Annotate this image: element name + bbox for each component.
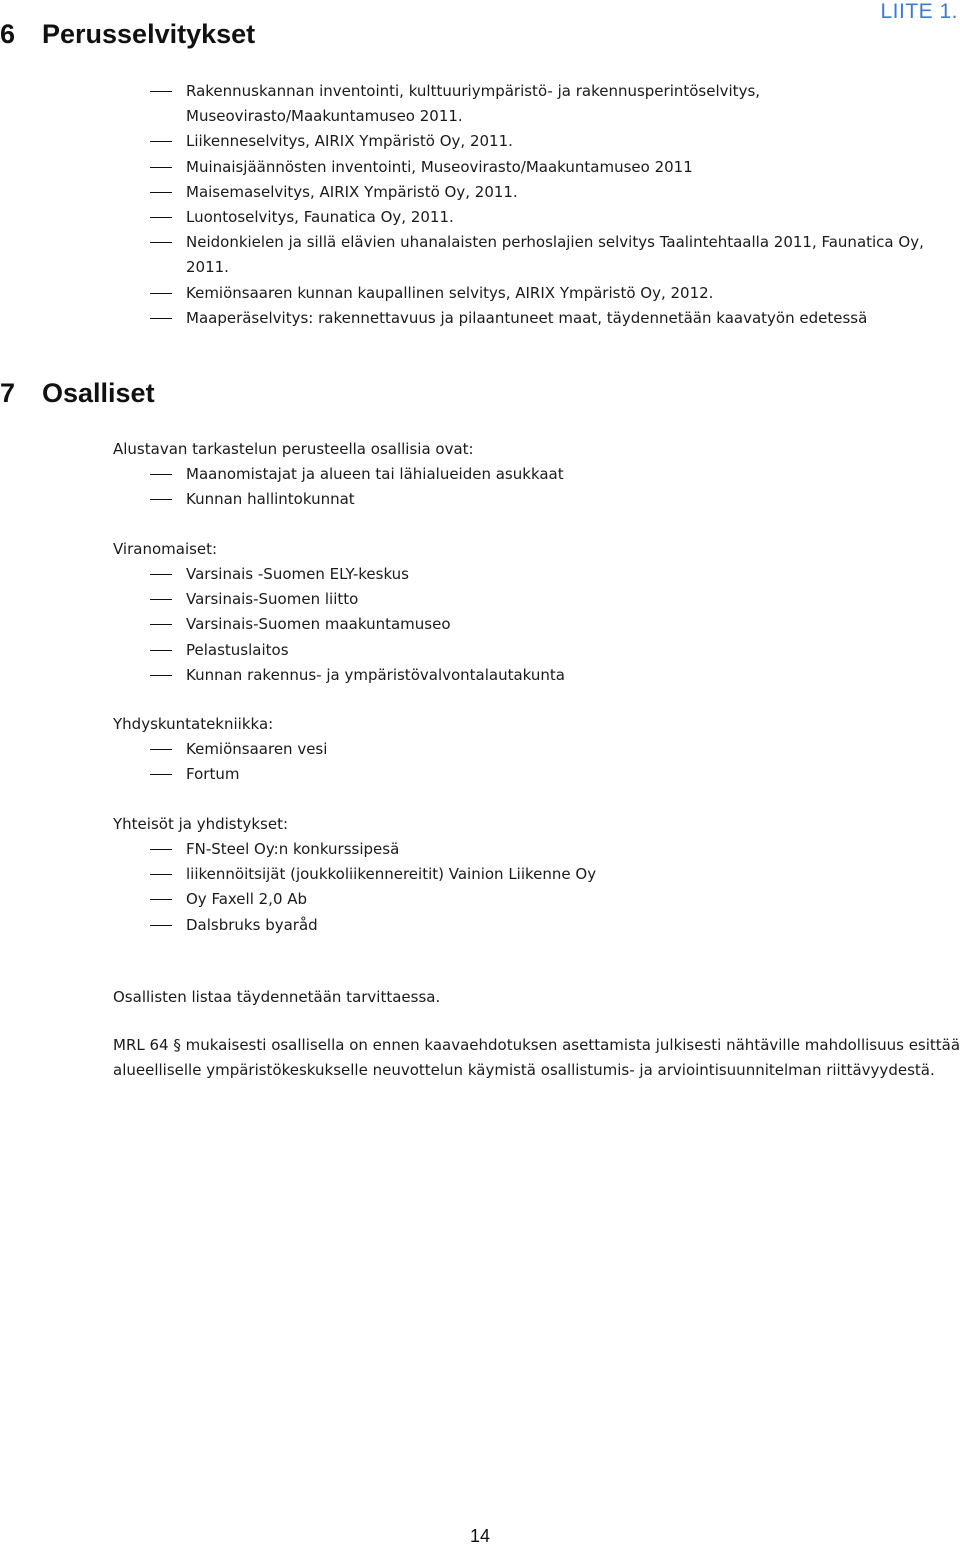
section-number: 6 (0, 19, 16, 49)
list-item (150, 663, 960, 688)
section-title: Osalliset (42, 378, 155, 408)
section-number: 7 (0, 378, 16, 408)
dash-bullet-icon (150, 91, 172, 92)
dash-bullet-icon (150, 650, 172, 651)
dash-bullet-icon (150, 774, 172, 775)
list-item-text: Dalsbruks byaråd (186, 915, 318, 934)
list-item (150, 230, 960, 280)
list-item (150, 155, 960, 180)
dash-bullet-icon (150, 874, 172, 875)
list-item (150, 762, 960, 787)
dash-bullet-icon (150, 749, 172, 750)
list-item-text: Muinaisjäännösten inventointi, Museovirasto/Maakuntamuseo 2011 (186, 157, 693, 176)
list-item (150, 587, 960, 612)
list-item-text: Varsinais -Suomen ELY-keskus (186, 565, 410, 583)
list-item-text: Maanomistajat ja alueen tai lähialueiden asukkaat (186, 465, 564, 483)
list-item-text: Luontoselvitys, Faunatica Oy, 2011. (186, 208, 454, 227)
dash-bullet-icon (150, 599, 172, 600)
closing-note: Osallisten listaa täydennetään tarvittaessa. (113, 988, 441, 1006)
dash-bullet-icon (150, 217, 172, 218)
list-item-text: Kemiönsaaren kunnan kaupallinen selvitys, AIRIX Ympäristö Oy, 2012. (186, 283, 714, 302)
dash-bullet-icon (150, 849, 172, 850)
list-item (150, 887, 960, 912)
list-item-text: Oy Faxell 2,0 Ab (186, 890, 308, 909)
infrastructure-list (150, 737, 960, 787)
list-item-text: Kunnan rakennus- ja ympäristövalvontalautakunta (186, 665, 565, 684)
dash-bullet-icon (150, 474, 172, 475)
dash-bullet-icon (150, 675, 172, 676)
list-item-text: Liikenneselvitys, AIRIX Ympäristö Oy, 2011. (186, 132, 513, 151)
list-item-text: Fortum (186, 765, 240, 784)
dash-bullet-icon (150, 167, 172, 168)
section-6-heading (0, 19, 255, 50)
list-item-text: Rakennuskannan inventointi, kulttuuriympäristö- ja rakennusperintöselvitys, Museovirasto/Maakuntamuseo 2011. (186, 82, 761, 126)
list-item (150, 638, 960, 663)
dash-bullet-icon (150, 574, 172, 575)
list-item (150, 129, 960, 154)
group-heading-infrastructure: Yhdyskuntatekniikka: (113, 715, 274, 733)
list-item-text: Pelastuslaitos (186, 640, 289, 659)
authorities-list (150, 562, 960, 688)
list-item-text: Neidonkielen ja sillä elävien uhanalaisten perhoslajien selvitys Taalintehtaalla 2011, Faunatica Oy, 2011. (186, 233, 924, 277)
dash-bullet-icon (150, 499, 172, 500)
participants-list (150, 462, 960, 512)
annex-label: LIITE 1. (880, 0, 958, 23)
organizations-list (150, 837, 960, 938)
dash-bullet-icon (150, 925, 172, 926)
list-item (150, 462, 960, 487)
dash-bullet-icon (150, 192, 172, 193)
list-item (150, 180, 960, 205)
dash-bullet-icon (150, 242, 172, 243)
list-item (150, 862, 960, 887)
list-item (150, 562, 960, 587)
dash-bullet-icon (150, 624, 172, 625)
references-list (150, 79, 960, 331)
list-item (150, 737, 960, 762)
list-item (150, 487, 960, 512)
list-item-text: Maisemaselvitys, AIRIX Ympäristö Oy, 2011. (186, 182, 518, 201)
list-item-text: Kunnan hallintokunnat (186, 490, 355, 509)
dash-bullet-icon (150, 141, 172, 142)
dash-bullet-icon (150, 318, 172, 319)
mrl-paragraph: MRL 64 § mukaisesti osallisella on ennen kaavaehdotuksen asettamista julkisesti nähtäville mahdollisuus esittää alueelliselle ympäristökeskukselle neuvottelun käymistä osallistumis- ja arviointisuunnitelman riittävyydestä. (113, 1036, 960, 1080)
page-number: 14 (469, 1526, 491, 1546)
list-item-text: Maaperäselvitys: rakennettavuus ja pilaantuneet maat, täydennetään kaavatyön edetessä (186, 308, 868, 327)
list-item (150, 913, 960, 938)
list-item (150, 837, 960, 862)
section-title: Perusselvitykset (42, 19, 256, 49)
list-item-text: Kemiönsaaren vesi (186, 740, 328, 758)
list-item (150, 281, 960, 306)
list-item (150, 205, 960, 230)
list-item-text: FN-Steel Oy:n konkurssipesä (186, 840, 400, 858)
group-heading-organizations: Yhteisöt ja yhdistykset: (113, 815, 289, 833)
section-7-heading (0, 378, 155, 409)
list-item-text: liikennöitsijät (joukkoliikennereitit) Vainion Liikenne Oy (186, 865, 597, 884)
group-heading-participants: Alustavan tarkastelun perusteella osallisia ovat: (113, 440, 474, 458)
list-item-text: Varsinais-Suomen liitto (186, 590, 359, 609)
group-heading-authorities: Viranomaiset: (113, 540, 218, 558)
list-item (150, 612, 960, 637)
list-item-text: Varsinais-Suomen maakuntamuseo (186, 615, 451, 634)
dash-bullet-icon (150, 899, 172, 900)
dash-bullet-icon (150, 293, 172, 294)
list-item (150, 79, 960, 129)
list-item (150, 306, 960, 331)
